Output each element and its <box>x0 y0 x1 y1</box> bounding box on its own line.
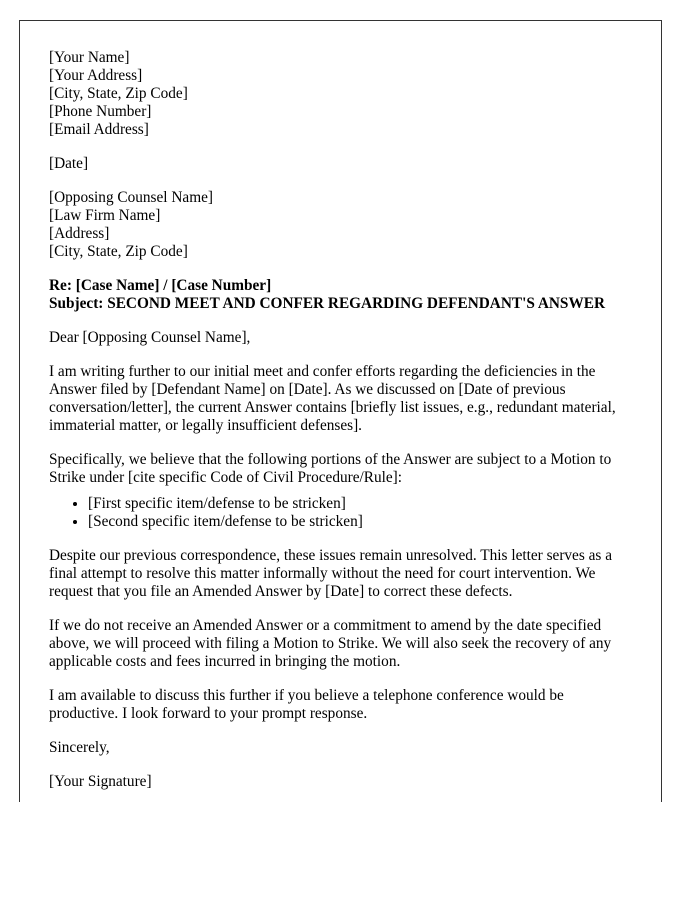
closing: Sincerely, <box>49 739 110 756</box>
list-item: • [Second specific item/defense to be stricken] <box>88 513 632 531</box>
body-paragraph-4: If we do not receive an Amended Answer or a commitment to amend by the date specified above, we will proceed with filing a Motion to Strike. We will also seek the recovery of any applicable costs and fees incurred in bringing the motion. <box>49 617 612 670</box>
sender-block <box>49 49 632 139</box>
body-paragraph-2: Specifically, we believe that the following portions of the Answer are subject to a Motion to Strike under [cite specific Code of Civil Procedure/Rule]: <box>49 451 612 486</box>
sender-name: [Your Name] <box>49 49 130 66</box>
stricken-items-list <box>49 495 632 531</box>
salutation: Dear [Opposing Counsel Name], <box>49 329 251 346</box>
recipient-name: [Opposing Counsel Name] <box>49 189 213 206</box>
recipient-block <box>49 189 632 261</box>
signature: [Your Signature] <box>49 773 152 790</box>
letter-date: [Date] <box>49 155 89 172</box>
letter-page <box>19 20 662 802</box>
date-block <box>49 155 632 173</box>
list-item: • [First specific item/defense to be stricken] <box>88 495 632 513</box>
recipient-firm: [Law Firm Name] <box>49 207 161 224</box>
re-line: Re: [Case Name] / [Case Number] <box>49 277 272 294</box>
sender-city-state-zip: [City, State, Zip Code] <box>49 85 188 102</box>
recipient-address: [Address] <box>49 225 110 242</box>
sender-phone: [Phone Number] <box>49 103 152 120</box>
reference-block <box>49 277 632 313</box>
subject-line: Subject: SECOND MEET AND CONFER REGARDING DEFENDANT'S ANSWER <box>49 295 605 312</box>
sender-address: [Your Address] <box>49 67 143 84</box>
body-paragraph-3: Despite our previous correspondence, these issues remain unresolved. This letter serves as a final attempt to resolve this matter informally without the need for court intervention. We request that you file an Amended Answer by [Date] to correct these defects. <box>49 547 612 600</box>
body-paragraph-1: I am writing further to our initial meet and confer efforts regarding the deficiencies in the Answer filed by [Defendant Name] on [Date]. As we discussed on [Date of previous conversation/letter], the current Answer contains [briefly list issues, e.g., redundant material, immaterial matter, or legally insufficient defenses]. <box>49 363 616 434</box>
body-paragraph-5: I am available to discuss this further if you believe a telephone conference would be productive. I look forward to your prompt response. <box>49 687 564 722</box>
recipient-city-state-zip: [City, State, Zip Code] <box>49 243 188 260</box>
sender-email: [Email Address] <box>49 121 149 138</box>
